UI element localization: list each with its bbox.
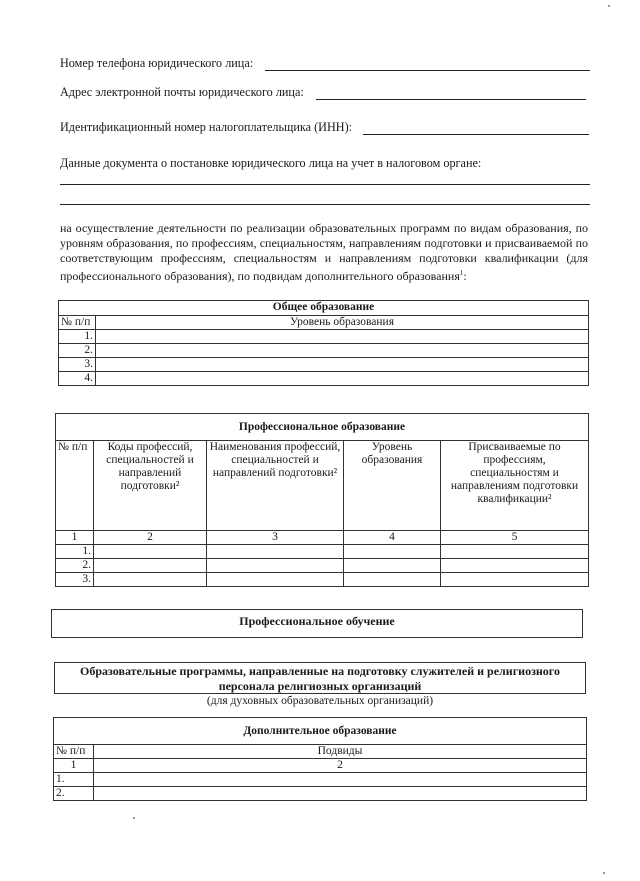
- table-cell-empty[interactable]: [344, 573, 441, 587]
- prof-header-qualification: Присваиваемые по профессиям, специальностям и направлениям подготовки квалификации²: [441, 441, 589, 531]
- table-cell-empty[interactable]: [94, 787, 587, 801]
- table-cell-empty[interactable]: [96, 358, 589, 372]
- prof-header-num: № п/п: [56, 441, 94, 531]
- intro-paragraph: [60, 221, 588, 284]
- professional-title: Профессиональное образование: [56, 414, 589, 441]
- tax-line-2[interactable]: [60, 204, 590, 205]
- prof-colnum-2: 2: [94, 531, 207, 545]
- prof-header-level: Уровень образования: [344, 441, 441, 531]
- inn-label: Идентификационный номер налогоплательщика (ИНН):: [60, 120, 353, 134]
- table-cell-empty[interactable]: [94, 559, 207, 573]
- table-row-num: 3.: [56, 573, 94, 587]
- table-row-num: 1.: [56, 545, 94, 559]
- additional-title: Дополнительное образование: [54, 718, 587, 745]
- inn-line[interactable]: [363, 134, 589, 135]
- table-cell-empty[interactable]: [344, 545, 441, 559]
- scan-speck: [603, 872, 605, 874]
- religious-programs-title: Образовательные программы, направленные на подготовку служителей и религиозного персонала религиозных организаций: [80, 664, 560, 693]
- table-cell-empty[interactable]: [96, 330, 589, 344]
- phone-label: Номер телефона юридического лица:: [60, 56, 254, 70]
- intro-end: :: [463, 269, 467, 283]
- additional-education-table: [53, 717, 587, 801]
- table-cell-empty[interactable]: [94, 573, 207, 587]
- table-cell-empty[interactable]: [441, 545, 589, 559]
- professional-training-box: [51, 609, 583, 638]
- footnote-marker: 1: [459, 269, 464, 277]
- table-cell-empty[interactable]: [207, 545, 344, 559]
- religious-note: (для духовных образовательных организаций): [206, 695, 434, 707]
- table-cell-empty[interactable]: [96, 372, 589, 386]
- professional-education-table: [55, 413, 589, 587]
- tax-line-1[interactable]: [60, 184, 590, 185]
- prof-colnum-1: 1: [56, 531, 94, 545]
- table-cell-empty[interactable]: [441, 559, 589, 573]
- prof-header-names: Наименования профессий, специальностей и направлений подготовки²: [207, 441, 344, 531]
- general-col-level: Уровень образования: [96, 316, 589, 330]
- table-cell-empty[interactable]: [94, 773, 587, 787]
- table-row-num: 2.: [54, 787, 94, 801]
- scan-speck: [133, 817, 135, 819]
- additional-colnum-2: 2: [94, 759, 587, 773]
- table-cell-empty[interactable]: [94, 545, 207, 559]
- table-row-num: 1.: [54, 773, 94, 787]
- intro-text: на осуществление деятельности по реализации образовательных программ по видам образования, по уровням образования, по профессиям, специальностям, направлениям подготовки и присваиваемой по соответствующим профессиям, специальностям и направлениям подготовки квалификации (для профессионального образования), по подвидам дополнительного образования: [60, 221, 588, 283]
- additional-colnum-1: 1: [54, 759, 94, 773]
- table-cell-empty[interactable]: [344, 559, 441, 573]
- tax-label: Данные документа о постановке юридического лица на учет в налоговом органе:: [60, 156, 482, 170]
- table-row-num: 1.: [59, 330, 96, 344]
- prof-colnum-3: 3: [207, 531, 344, 545]
- table-row-num: 4.: [59, 372, 96, 386]
- scan-speck: [608, 5, 610, 7]
- additional-col-subtypes: Подвиды: [94, 745, 587, 759]
- table-row-num: 2.: [56, 559, 94, 573]
- general-education-table: [58, 300, 589, 386]
- general-col-num: № п/п: [59, 316, 96, 330]
- additional-col-num: № п/п: [54, 745, 94, 759]
- email-line[interactable]: [316, 99, 586, 100]
- prof-header-codes: Коды профессий, специальностей и направлений подготовки²: [94, 441, 207, 531]
- professional-training-title: Профессиональное обучение: [239, 614, 395, 628]
- email-label: Адрес электронной почты юридического лица:: [60, 85, 304, 99]
- table-cell-empty[interactable]: [441, 573, 589, 587]
- religious-programs-box: [54, 662, 586, 694]
- prof-colnum-5: 5: [441, 531, 589, 545]
- phone-line[interactable]: [265, 70, 590, 71]
- general-title: Общее образование: [59, 301, 589, 316]
- table-cell-empty[interactable]: [207, 559, 344, 573]
- prof-colnum-4: 4: [344, 531, 441, 545]
- table-cell-empty[interactable]: [96, 344, 589, 358]
- table-cell-empty[interactable]: [207, 573, 344, 587]
- table-row-num: 2.: [59, 344, 96, 358]
- table-row-num: 3.: [59, 358, 96, 372]
